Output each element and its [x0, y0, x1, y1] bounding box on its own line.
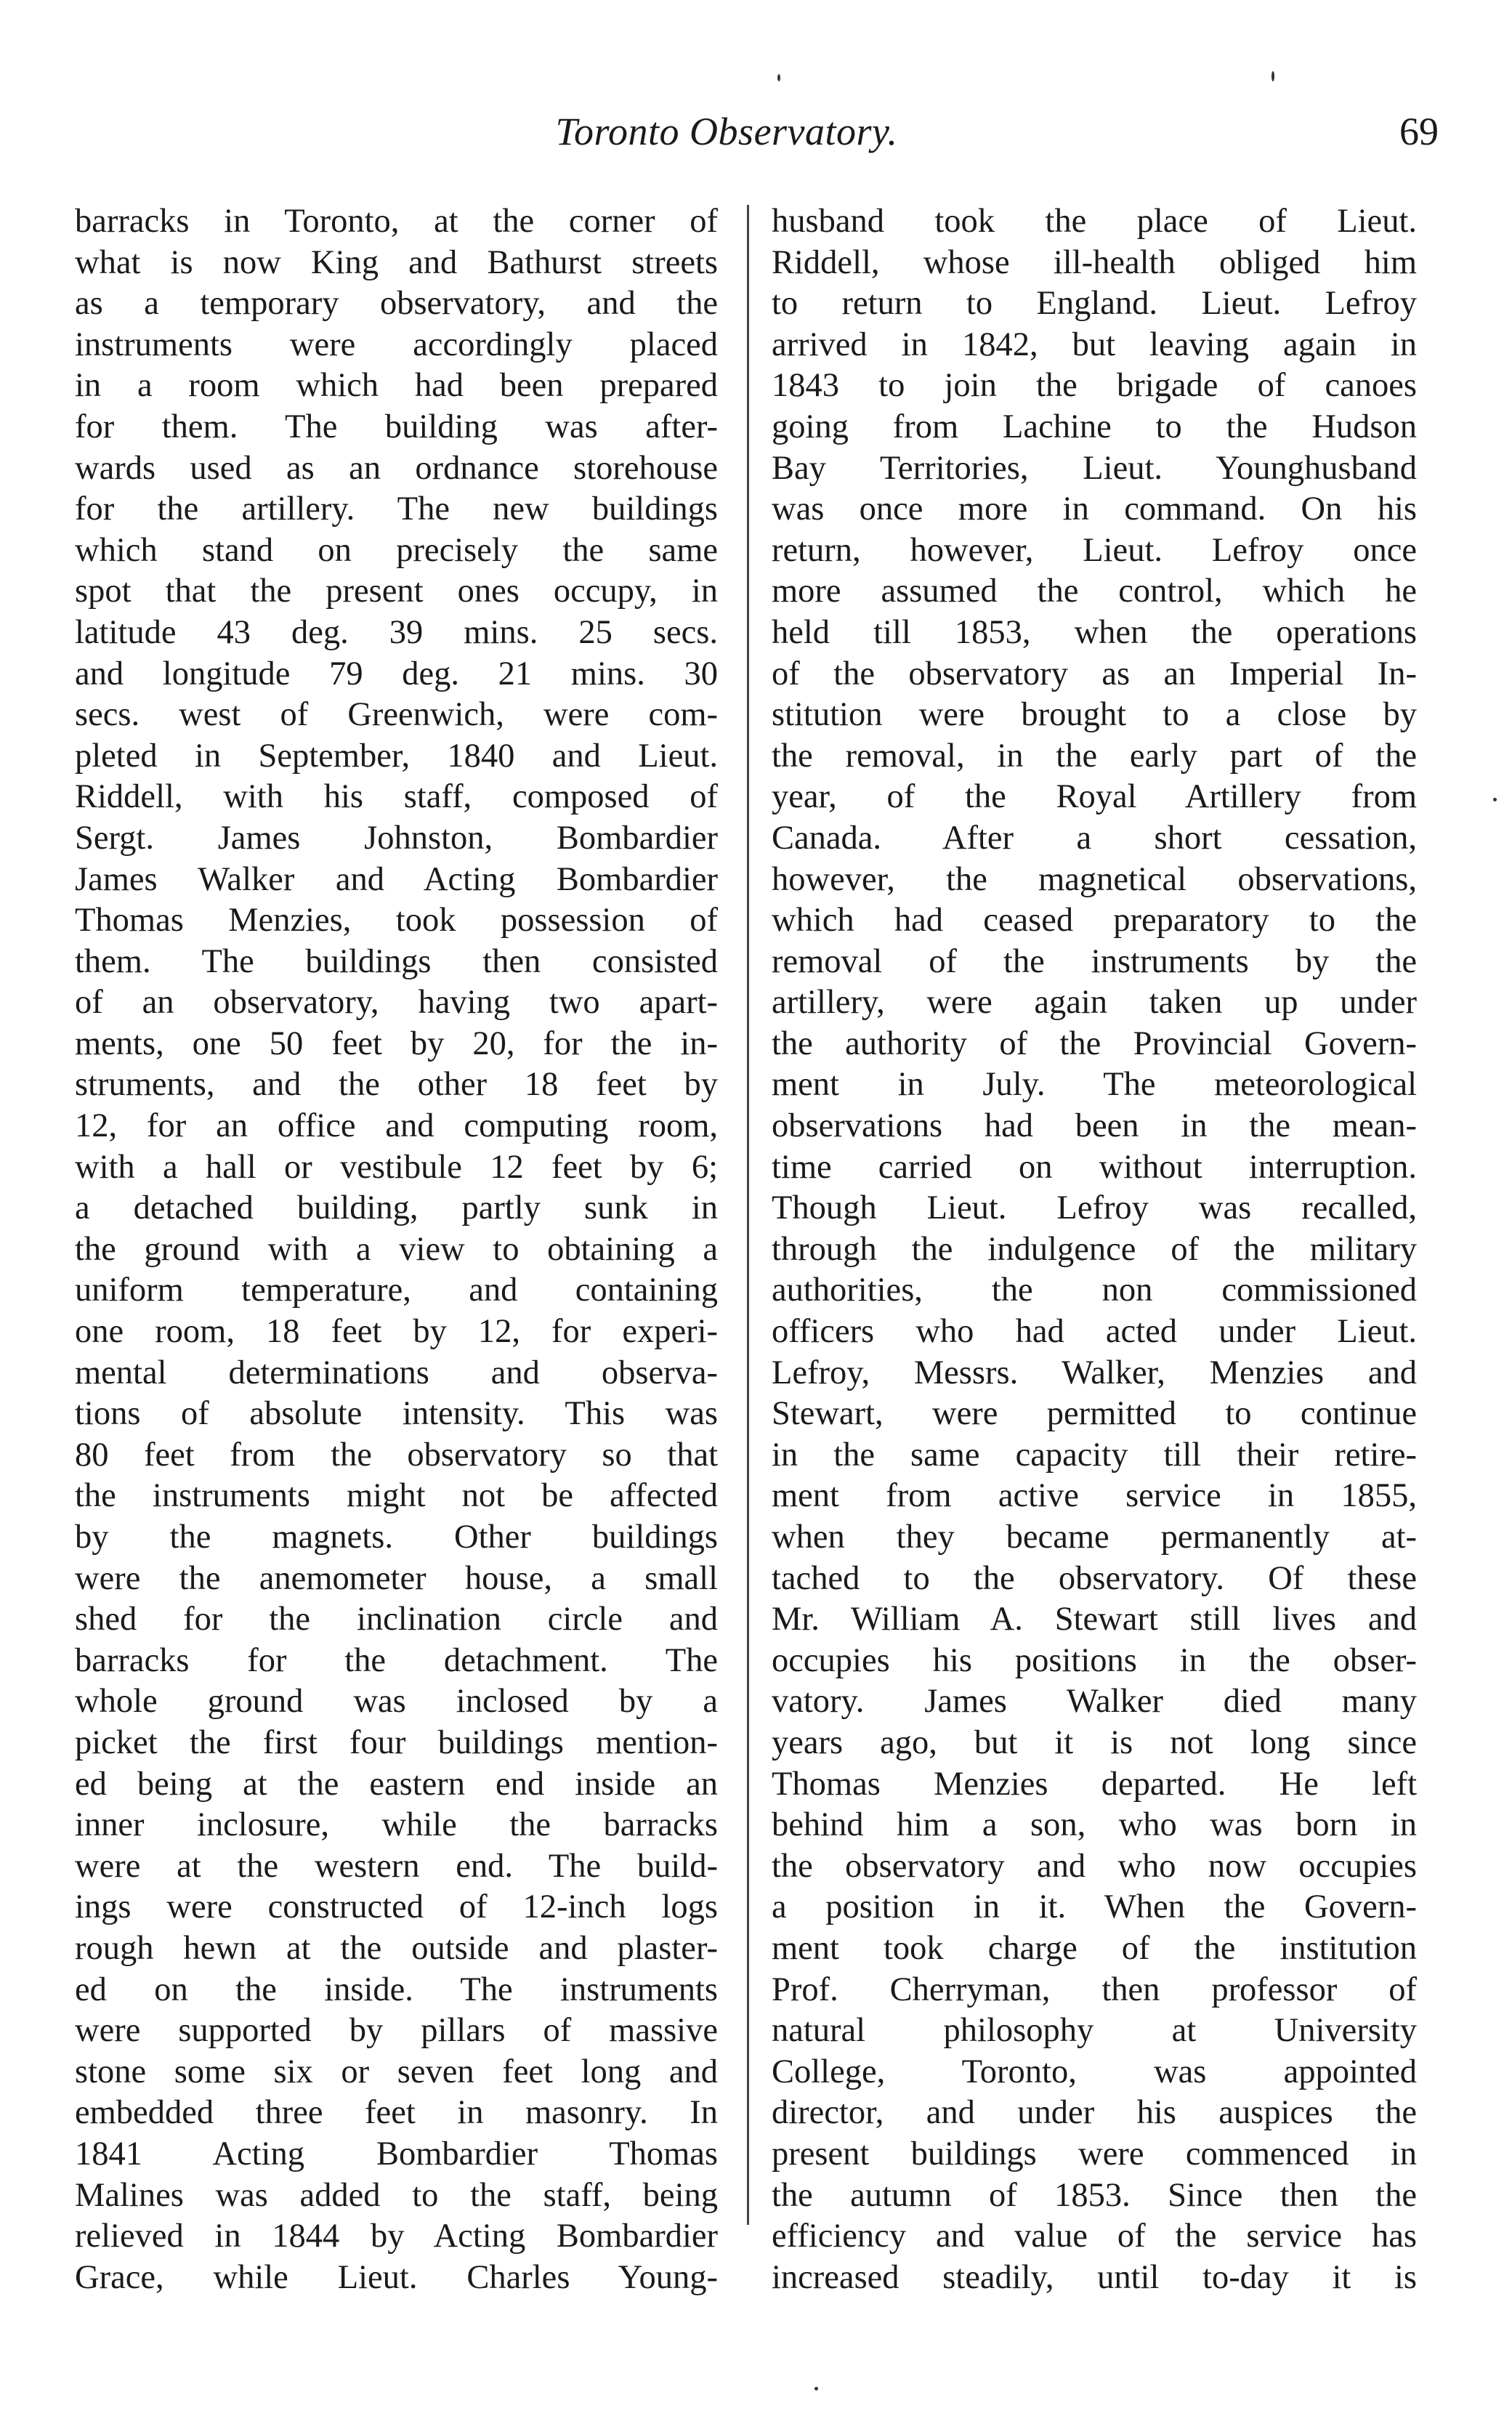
text-line: the authority of the Provincial Govern-: [772, 1024, 1417, 1062]
text-line: rough hewn at the outside and plaster-: [75, 1929, 718, 1967]
text-line: Malines was added to the staff, being: [75, 2176, 718, 2214]
running-title: Toronto Observatory.: [555, 110, 898, 153]
text-line: vatory. James Walker died many: [772, 1683, 1417, 1721]
text-line: artillery, were again taken up under: [772, 984, 1417, 1022]
text-line: for the artillery. The new buildings: [75, 490, 718, 528]
text-line: which had ceased preparatory to the: [772, 902, 1417, 939]
text-line: ments, one 50 feet by 20, for the in-: [75, 1024, 718, 1062]
text-line: a position in it. When the Govern-: [772, 1888, 1417, 1926]
text-line: efficiency and value of the service has: [772, 2218, 1417, 2255]
text-line: Stewart, were permitted to continue: [772, 1395, 1417, 1433]
text-line: which stand on precisely the same: [75, 531, 718, 569]
text-line: ed being at the eastern end inside an: [75, 1765, 718, 1803]
text-line: present buildings were commenced in: [772, 2135, 1417, 2173]
text-line: shed for the inclination circle and: [75, 1601, 718, 1638]
text-line: picket the first four buildings mention-: [75, 1723, 718, 1761]
print-speck: [1272, 71, 1274, 81]
text-line: 1843 to join the brigade of canoes: [772, 367, 1417, 405]
text-line: the ground with a view to obtaining a: [75, 1230, 718, 1268]
text-line: ment from active service in 1855,: [772, 1477, 1417, 1515]
text-line: in a room which had been prepared: [75, 367, 718, 405]
text-line: when they became permanently at-: [772, 1519, 1417, 1556]
text-line: what is now King and Bathurst streets: [75, 243, 718, 281]
text-line: tions of absolute intensity. This was: [75, 1395, 718, 1433]
text-line: inner inclosure, while the barracks: [75, 1806, 718, 1844]
text-line: barracks for the detachment. The: [75, 1641, 718, 1679]
text-line: relieved in 1844 by Acting Bombardier: [75, 2218, 718, 2255]
text-line: more assumed the control, which he: [772, 573, 1417, 610]
text-line: the observatory and who now occupies: [772, 1847, 1417, 1885]
text-line: to return to England. Lieut. Lefroy: [772, 285, 1417, 323]
text-line: natural philosophy at University: [772, 2012, 1417, 2050]
text-line: and longitude 79 deg. 21 mins. 30: [75, 655, 718, 692]
text-line: instruments were accordingly placed: [75, 326, 718, 363]
text-line: through the indulgence of the military: [772, 1230, 1417, 1268]
text-line: stone some six or seven feet long and: [75, 2053, 718, 2090]
text-line: pleted in September, 1840 and Lieut.: [75, 737, 718, 775]
text-line: wards used as an ordnance storehouse: [75, 449, 718, 487]
text-line: ed on the inside. The instruments: [75, 1971, 718, 2008]
print-speck: [777, 74, 780, 81]
text-line: of an observatory, having two apart-: [75, 984, 718, 1022]
text-line: the removal, in the early part of the: [772, 737, 1417, 775]
text-line: secs. west of Greenwich, were com-: [75, 696, 718, 734]
left-column: [75, 201, 718, 2298]
text-line: with a hall or vestibule 12 feet by 6;: [75, 1148, 718, 1186]
text-line: mental determinations and observa-: [75, 1354, 718, 1391]
text-line: were the anemometer house, a small: [75, 1559, 718, 1597]
print-speck: [1493, 798, 1497, 801]
text-line: spot that the present ones occupy, in: [75, 573, 718, 610]
text-line: increased steadily, until to-day it is: [772, 2258, 1417, 2296]
text-line: observations had been in the mean-: [772, 1107, 1417, 1145]
text-line: as a temporary observatory, and the: [75, 285, 718, 323]
text-line: whole ground was inclosed by a: [75, 1683, 718, 1721]
text-line: Though Lieut. Lefroy was recalled,: [772, 1189, 1417, 1227]
text-line: the autumn of 1853. Since then the: [772, 2176, 1417, 2214]
print-speck: [814, 2387, 818, 2390]
text-line: Bay Territories, Lieut. Younghusband: [772, 449, 1417, 487]
text-line: occupies his positions in the obser-: [772, 1641, 1417, 1679]
text-line: them. The buildings then consisted: [75, 942, 718, 980]
running-head: [73, 109, 1468, 167]
text-line: behind him a son, who was born in: [772, 1806, 1417, 1844]
text-line: 80 feet from the observatory so that: [75, 1436, 718, 1474]
text-line: embedded three feet in masonry. In: [75, 2094, 718, 2132]
text-line: struments, and the other 18 feet by: [75, 1066, 718, 1104]
text-line: James Walker and Acting Bombardier: [75, 860, 718, 898]
text-line: ings were constructed of 12-inch logs: [75, 1888, 718, 1926]
text-line: tached to the observatory. Of these: [772, 1559, 1417, 1597]
text-line: arrived in 1842, but leaving again in: [772, 326, 1417, 363]
text-line: return, however, Lieut. Lefroy once: [772, 531, 1417, 569]
text-line: barracks in Toronto, at the corner of: [75, 203, 718, 240]
text-line: by the magnets. Other buildings: [75, 1519, 718, 1556]
text-line: was once more in command. On his: [772, 490, 1417, 528]
text-line: Sergt. James Johnston, Bombardier: [75, 819, 718, 857]
text-line: however, the magnetical observations,: [772, 860, 1417, 898]
text-line: for them. The building was after-: [75, 408, 718, 445]
text-line: Thomas Menzies, took possession of: [75, 902, 718, 939]
right-column: [772, 201, 1417, 2298]
text-line: Prof. Cherryman, then professor of: [772, 1971, 1417, 2008]
text-line: ment in July. The meteorological: [772, 1066, 1417, 1104]
text-line: Riddell, with his staff, composed of: [75, 778, 718, 816]
text-line: removal of the instruments by the: [772, 942, 1417, 980]
text-line: 12, for an office and computing room,: [75, 1107, 718, 1145]
text-line: time carried on without interruption.: [772, 1148, 1417, 1186]
text-line: husband took the place of Lieut.: [772, 203, 1417, 240]
text-line: ment took charge of the institution: [772, 1929, 1417, 1967]
text-line: Grace, while Lieut. Charles Young-: [75, 2258, 718, 2296]
text-line: of the observatory as an Imperial In-: [772, 655, 1417, 692]
text-line: stitution were brought to a close by: [772, 696, 1417, 734]
text-line: were at the western end. The build-: [75, 1847, 718, 1885]
text-line: years ago, but it is not long since: [772, 1723, 1417, 1761]
text-line: 1841 Acting Bombardier Thomas: [75, 2135, 718, 2173]
text-line: latitude 43 deg. 39 mins. 25 secs.: [75, 613, 718, 651]
text-line: were supported by pillars of massive: [75, 2012, 718, 2050]
text-line: Riddell, whose ill-health obliged him: [772, 243, 1417, 281]
text-line: held till 1853, when the operations: [772, 613, 1417, 651]
text-line: College, Toronto, was appointed: [772, 2053, 1417, 2090]
page-number: 69: [1399, 110, 1439, 153]
text-line: Thomas Menzies departed. He left: [772, 1765, 1417, 1803]
text-line: authorities, the non commissioned: [772, 1272, 1417, 1309]
column-rule: [747, 205, 749, 2225]
text-line: going from Lachine to the Hudson: [772, 408, 1417, 445]
text-line: Lefroy, Messrs. Walker, Menzies and: [772, 1354, 1417, 1391]
text-line: one room, 18 feet by 12, for experi-: [75, 1313, 718, 1351]
text-line: Mr. William A. Stewart still lives and: [772, 1601, 1417, 1638]
text-line: officers who had acted under Lieut.: [772, 1313, 1417, 1351]
text-line: uniform temperature, and containing: [75, 1272, 718, 1309]
text-line: a detached building, partly sunk in: [75, 1189, 718, 1227]
text-line: director, and under his auspices the: [772, 2094, 1417, 2132]
text-line: year, of the Royal Artillery from: [772, 778, 1417, 816]
text-line: in the same capacity till their retire-: [772, 1436, 1417, 1474]
text-line: the instruments might not be affected: [75, 1477, 718, 1515]
text-line: Canada. After a short cessation,: [772, 819, 1417, 857]
